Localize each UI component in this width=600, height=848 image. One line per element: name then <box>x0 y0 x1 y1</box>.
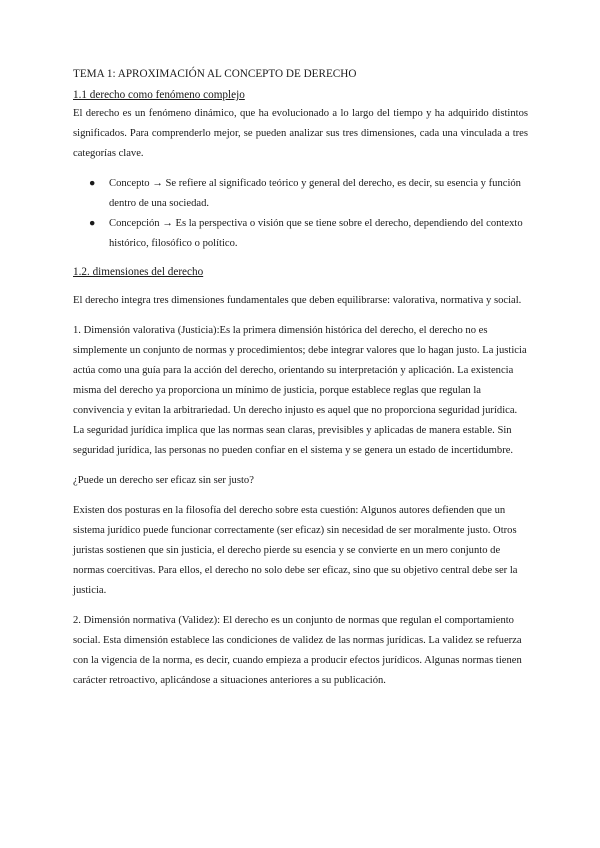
bullet-dot-icon: ● <box>89 178 96 189</box>
document-title: TEMA 1: APROXIMACIÓN AL CONCEPTO DE DERECHO <box>73 68 357 80</box>
bullet-text: Concepto → Se refiere al significado teórico y general del derecho, es decir, su esencia y función dentro de una sociedad. <box>109 178 521 209</box>
section-heading-1-1: 1.1 derecho como fenómeno complejo <box>73 89 245 101</box>
bullet-item-concepcion <box>73 214 528 254</box>
section-heading-1-2: 1.2. dimensiones del derecho <box>73 266 204 278</box>
bullet-dot-icon: ● <box>89 218 96 229</box>
document-page <box>73 66 528 691</box>
dimension-valorativa-paragraph: 1. Dimensión valorativa (Justicia):Es la primera dimensión histórica del derecho, el derecho no es simplemente un conjunto de normas y procedimientos; debe integrar valores que lo hagan justo. La justicia actúa como una guía para la acción del derecho, orientando su interpretación y aplicación. La existencia misma del derecho ya proporciona un mínimo de justicia, porque establece reglas que regulan la convivencia y evitan la arbitrariedad. Un derecho injusto es aquel que no proporciona seguridad jurídica. La seguridad jurídica implica que las normas sean claras, previsibles y aplicadas de manera estable. Sin seguridad jurídica, las personas no pueden confiar en el sistema y se genera un estado de incertidumbre. <box>73 325 527 456</box>
dimension-normativa-paragraph: 2. Dimensión normativa (Validez): El derecho es un conjunto de normas que regulan el comportamiento social. Esta dimensión establece las condiciones de validez de las normas jurídicas. La validez se refuerza con la vigencia de la norma, es decir, cuando empieza a producir efectos jurídicos. Algunas normas tienen carácter retroactivo, aplicándose a situaciones anteriores a su publicación. <box>73 615 522 686</box>
answer-paragraph: Existen dos posturas en la filosofía del derecho sobre esta cuestión: Algunos autores defienden que un sistema jurídico puede funcionar correctamente (ser eficaz) sin necesidad de ser moralmente justo. Otros juristas sostienen que sin justicia, el derecho pierde su esencia y se convierte en un mero conjunto de normas coercitivas. Para ellos, el derecho no solo debe ser eficaz, sino que su objetivo central debe ser la justicia. <box>73 505 518 596</box>
section-2-intro-paragraph: El derecho integra tres dimensiones fundamentales que deben equilibrarse: valorativa, normativa y social. <box>73 295 522 306</box>
bullet-list <box>73 174 528 254</box>
section-1-intro-paragraph: El derecho es un fenómeno dinámico, que ha evolucionado a lo largo del tiempo y ha adquirido distintos significados. Para comprenderlo mejor, se pueden analizar sus tres dimensiones, cada una vinculada a tres categorías clave. <box>73 108 528 159</box>
bullet-item-concepto <box>73 174 528 214</box>
bullet-text: Concepción → Es la perspectiva o visión que se tiene sobre el derecho, dependiendo del contexto histórico, filosófico o político. <box>109 218 523 249</box>
question-paragraph: ¿Puede un derecho ser eficaz sin ser justo? <box>73 475 254 486</box>
